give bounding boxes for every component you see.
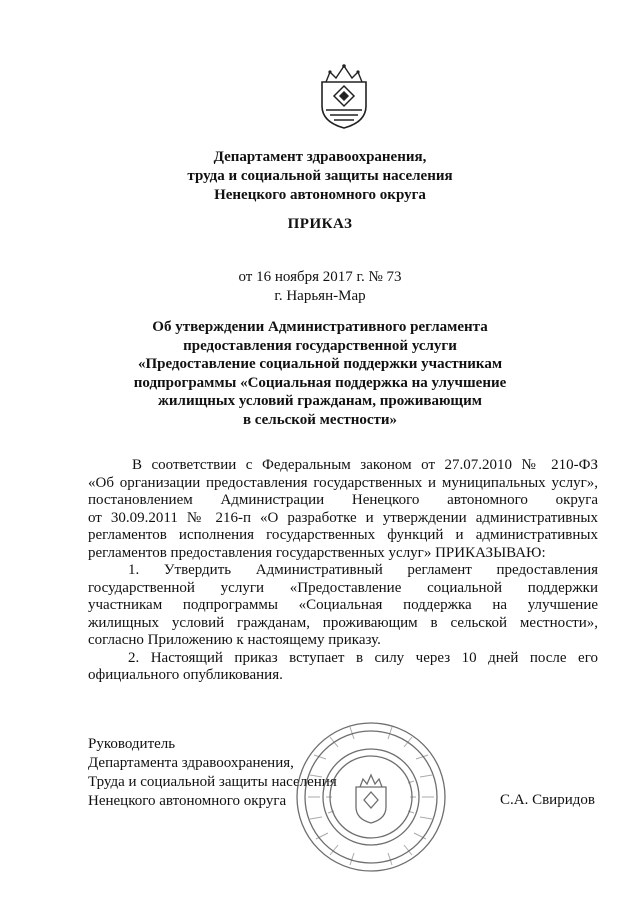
body-line: государственной услуги «Предоставление социальной поддержки [88, 579, 598, 596]
signatory-name: С.А. Свиридов [500, 792, 595, 808]
subject-line: подпрограммы «Социальная поддержка на улучшение [133, 374, 507, 391]
official-seal-icon [292, 715, 450, 880]
document-city: г. Нарьян-Мар [274, 288, 366, 304]
body-line: регламентов исполнения государственных функций и административных [88, 527, 598, 543]
document-date-block [0, 268, 640, 306]
body-line: от 30.09.2011 № 216-п «О разработке и утверждении административных [88, 509, 598, 526]
body-line: «Об организации предоставления государственных и муниципальных услуг», [88, 474, 598, 491]
department-line: Департамент здравоохранения, [213, 149, 427, 165]
signature-line: Департамента здравоохранения, [88, 755, 294, 771]
body-line: жилищных условий гражданам, проживающим в сельской местности», [88, 614, 598, 631]
signature-line: Руководитель [88, 736, 176, 752]
document-body [88, 457, 598, 685]
department-name [0, 148, 640, 205]
department-line: Ненецкого автономного округа [214, 187, 426, 203]
body-line: 2. Настоящий приказ вступает в силу через 10 дней после его [128, 649, 598, 666]
body-line: В соответствии с Федеральным законом от 27.07.2010 № 210-ФЗ [132, 457, 598, 473]
coat-of-arms-icon [316, 60, 372, 130]
body-line: официального опубликования. [88, 667, 283, 683]
body-line: согласно Приложению к настоящему приказу. [88, 632, 381, 648]
department-line: труда и социальной защиты населения [187, 168, 453, 184]
subject-line: жилищных условий гражданам, проживающим [158, 393, 482, 409]
body-line: участникам подпрограммы «Социальная поддержка на улучшение [88, 597, 598, 613]
subject-line: в сельской местности» [242, 411, 398, 428]
subject-line: предоставления государственной услуги [183, 337, 457, 354]
body-line: постановлением Администрации Ненецкого автономного округа [88, 492, 598, 508]
subject-line: Об утверждении Административного регламента [152, 319, 488, 335]
signature-line: Ненецкого автономного округа [88, 793, 287, 809]
document-type: ПРИКАЗ [287, 216, 353, 232]
body-line: 1. Утвердить Административный регламент предоставления [128, 562, 598, 578]
document-date: от 16 ноября 2017 г. № 73 [238, 269, 402, 285]
document-subject [0, 318, 640, 429]
body-line: регламентов предоставления государственных услуг» ПРИКАЗЫВАЮ: [88, 544, 546, 561]
signature-line: Труда и социальной защиты населения [88, 774, 337, 790]
subject-line: «Предоставление социальной поддержки участникам [137, 356, 503, 372]
